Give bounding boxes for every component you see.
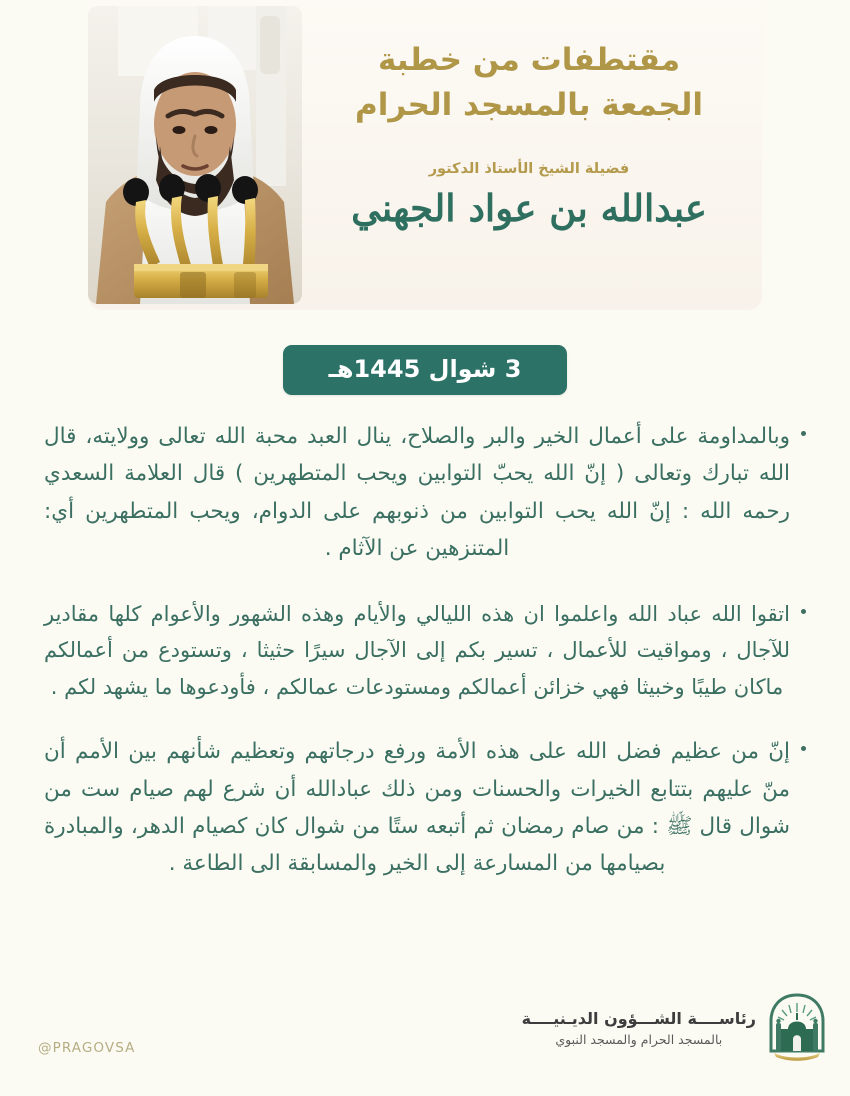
- excerpt-paragraph-3: [44, 733, 806, 883]
- sheikh-title-prefix: فضيلة الشيخ الأستاذ الدكتور: [428, 160, 630, 177]
- page-title-line-2: الجمعة بالمسجد الحرام: [355, 87, 704, 124]
- sheikh-portrait-image: [88, 6, 302, 304]
- sheikh-photo: [88, 6, 302, 304]
- excerpt-paragraph-1-text: وبالمداومة على أعمال الخير والبر والصلاح، ينال العبد محبة الله تعالى وولايته، قال الله تبارك وتعالى ( إنّ الله يحبّ التوابين ويحب المتطهرين ) قال العلامة السعدي رحمه الله : إنّ الله يحب التوابين من ذنوبهم على الدوام، ويحب المتطهرين أي: المتنزهين عن الآثام .: [44, 424, 790, 562]
- sermon-excerpts-body: [44, 418, 806, 911]
- footer: [0, 976, 850, 1096]
- date-badge-container: [0, 345, 850, 395]
- brand-title: رئاســــة الشـــؤون الديـنيــــة: [521, 1009, 756, 1028]
- mosque-emblem-icon: [766, 993, 828, 1063]
- brand-subtitle: بالمسجد الحرام والمسجد النبوي: [555, 1032, 723, 1047]
- excerpt-paragraph-3-text: إنّ من عظيم فضل الله على هذه الأمة ورفع درجاتهم وتعظيم شأنهم بين الأمم أن منّ عليهم بتتابع الخيرات والحسنات ومن ذلك عبادالله أن شرع لهم صيام ست من شوال قال ﷺ : من صام رمضان ثم أتبعه ستًا من شوال كان كصيام الدهر، والمبادرة بصيامها من المسارعة إلى الخير والمسابقة الى الطاعة .: [44, 739, 790, 877]
- header-text-block: [314, 18, 744, 300]
- sheikh-name: عبدالله بن عواد الجهني: [351, 185, 707, 230]
- bullet-point-icon: [801, 609, 806, 614]
- brand-text: [522, 1009, 756, 1047]
- header-card: [88, 0, 762, 310]
- excerpt-paragraph-2-text: اتقوا الله عباد الله واعلموا ان هذه الليالي والأيام وهذه الشهور والأعوام كلها مقادير للآجال ، ومواقيت للأعمال ، تسير بكم إلى الآجال سيرًا حثيثا ، وتستودع من أعمالكم ماكان طيبًا وخبيثا فهي خزائن أعمالكم ومستودعات عمالكم ، فأودعوها ما يشهد لكم .: [44, 601, 790, 699]
- bullet-point-icon: [801, 746, 806, 751]
- brand-lockup: [522, 993, 828, 1063]
- date-badge: 3 شوال 1445هـ: [283, 345, 568, 395]
- social-handle[interactable]: @PRAGOVSA: [38, 1040, 136, 1056]
- page-title-line-1: مقتطفات من خطبة: [377, 42, 681, 78]
- excerpt-paragraph-1: [44, 418, 806, 568]
- bullet-point-icon: [801, 431, 806, 436]
- excerpt-paragraph-2: [44, 596, 806, 706]
